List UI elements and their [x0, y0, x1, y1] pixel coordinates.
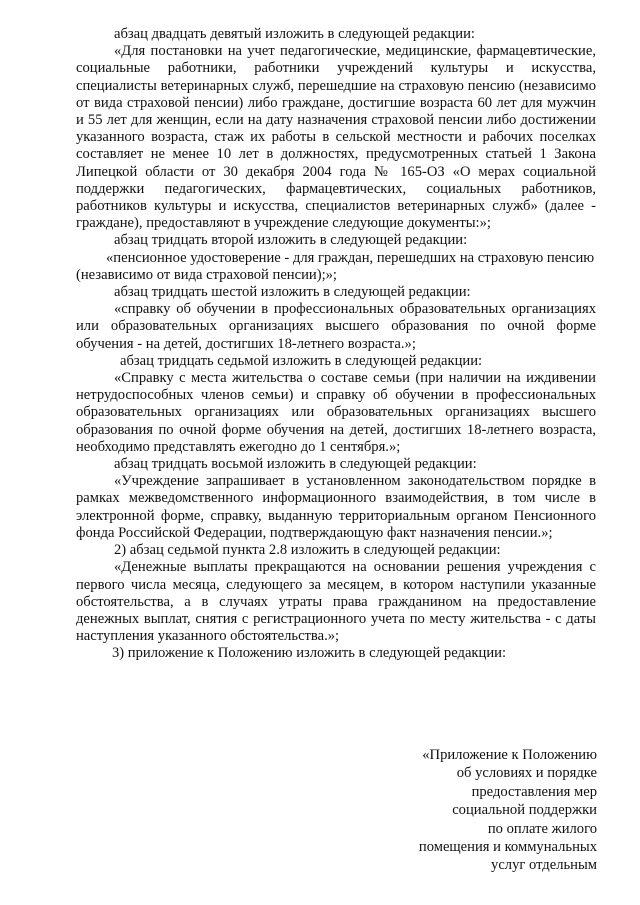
- appendix-line-3: предоставления мер: [471, 783, 597, 800]
- paragraph-6: «справку об обучении в профессиональных образовательных организациях или образовательных организациях высшего образования по очной форме обучения - на детей, достигших 18-летнего возраста.»;: [76, 301, 596, 352]
- appendix-line-5: по оплате жилого: [487, 820, 597, 837]
- paragraph-2: «Для постановки на учет педагогические, медицинские, фармацевтические, социальные работники, работники учреждений культуры и искусства, специалисты ветеринарных служб, перешедшие на страховую пенсию (независимо от вида страховой пенсии) либо граждане, достигшие возраста 60 лет для мужчин и 55 лет для женщин, если на дату назначения страховой пенсии либо достижении указанного возраста, стаж их работы в сельской местности и рабочих поселках составляет не менее 10 лет в должностях, предусмотренных статьей 1 Закона Липецкой области от 30 декабря 2004 года № 165-ОЗ «О мерах социальной поддержки педагогических, фармацевтических, социальных работников, работников культуры и искусства, специалистов ветеринарных служб» (далее - граждане), предоставляют в учреждение следующие документы:»;: [76, 43, 596, 232]
- document-body: [76, 26, 596, 663]
- paragraph-8: «Справку с места жительства о составе семьи (при наличии на иждивении нетрудоспособных членов семьи) и справку об обучении в профессиональных образовательных организациях или образовательных организациях высшего образования по очной форме обучения на детей, достигших 18-летнего возраста, необходимо представлять ежегодно до 1 сентября.»;: [76, 370, 596, 455]
- appendix-line-2: об условиях и порядке: [456, 765, 597, 782]
- paragraph-13: 3) приложение к Положению изложить в следующей редакции:: [112, 645, 506, 662]
- paragraph-9: абзац тридцать восьмой изложить в следующей редакции:: [114, 456, 477, 473]
- appendix-heading: [360, 746, 597, 875]
- paragraph-12: «Денежные выплаты прекращаются на основании решения учреждения с первого числа месяца, следующего за месяцем, в котором наступили указанные обстоятельства, а в случаях утраты права гражданином на предоставление денежных выплат, снятия с регистрационного учета по месту жительства - с даты наступления указанного обстоятельства.»;: [76, 559, 596, 645]
- appendix-line-6: помещения и коммунальных: [418, 839, 597, 856]
- paragraph-1: абзац двадцать девятый изложить в следующей редакции:: [114, 26, 475, 42]
- appendix-line-4: социальной поддержки: [452, 802, 597, 819]
- appendix-line-1: «Приложение к Положению: [422, 747, 597, 763]
- paragraph-11: 2) абзац седьмой пункта 2.8 изложить в следующей редакции:: [114, 542, 501, 559]
- paragraph-4: «пенсионное удостоверение - для граждан, перешедших на страховую пенсию (независимо от вида страховой пенсии);»;: [76, 249, 595, 283]
- paragraph-5: абзац тридцать шестой изложить в следующей редакции:: [114, 284, 471, 301]
- paragraph-7: абзац тридцать седьмой изложить в следующей редакции:: [120, 352, 483, 369]
- paragraph-10: «Учреждение запрашивает в установленном законодательством порядке в рамках межведомственного информационного взаимодействия, в том числе в электронной форме, справку, выданную территориальным органом Пенсионного фонда Российской Федерации, подтверждающую факт назначения пенсии.»;: [76, 473, 596, 541]
- paragraph-3: абзац тридцать второй изложить в следующей редакции:: [114, 232, 468, 249]
- appendix-line-7: услуг отдельным: [491, 857, 597, 874]
